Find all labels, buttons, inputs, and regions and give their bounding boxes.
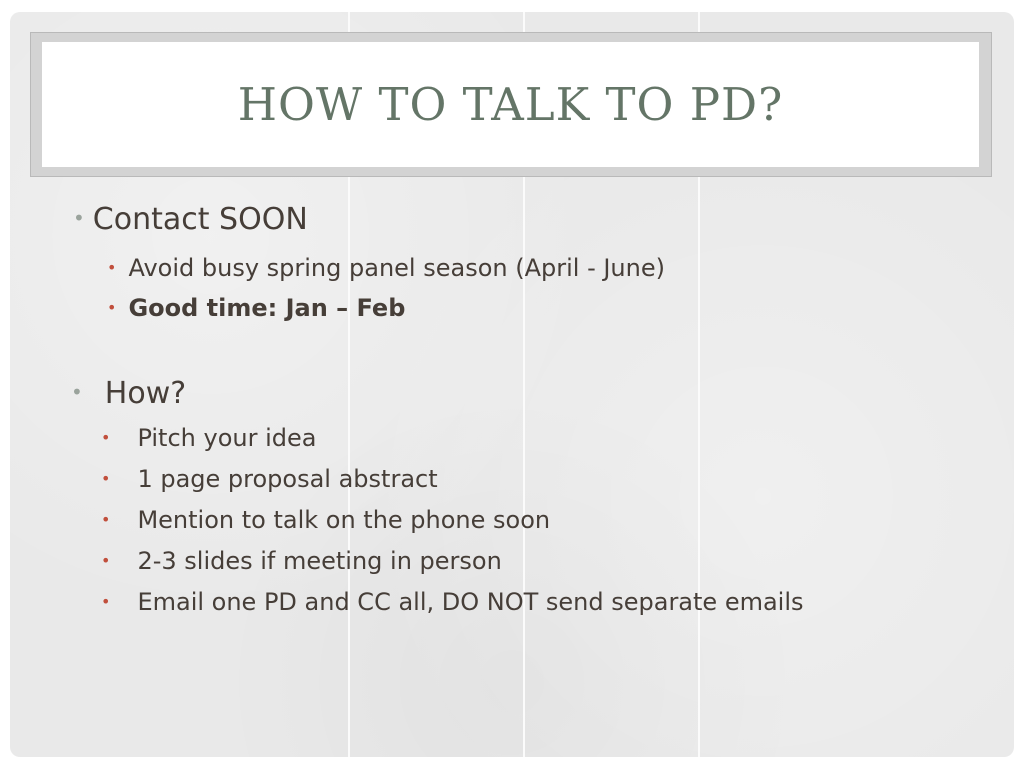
bullet-icon: • bbox=[101, 428, 111, 447]
slide-title: HOW TO TALK TO PD? bbox=[237, 78, 784, 131]
bullet-item-level1 bbox=[73, 202, 308, 237]
bullet-item-level2 bbox=[101, 588, 804, 616]
bullet-item-level2 bbox=[101, 506, 550, 534]
bullet-icon: • bbox=[101, 592, 111, 611]
bullet-icon: • bbox=[73, 206, 85, 230]
bullet-item-level2 bbox=[101, 465, 438, 493]
bullet-item-level2 bbox=[101, 547, 502, 575]
bullet-icon: • bbox=[71, 380, 83, 404]
slide bbox=[10, 12, 1014, 757]
item-text: Mention to talk on the phone soon bbox=[137, 506, 551, 534]
section-heading-contact: Contact SOON bbox=[92, 202, 308, 237]
section-heading-how: How? bbox=[104, 376, 187, 411]
item-text: Good time: Jan – Feb bbox=[128, 294, 406, 322]
item-text: Avoid busy spring panel season (April - June) bbox=[128, 254, 665, 282]
bullet-item-level2 bbox=[107, 254, 665, 282]
item-text: Email one PD and CC all, DO NOT send separate emails bbox=[137, 588, 804, 616]
item-text: 2-3 slides if meeting in person bbox=[137, 547, 502, 575]
slide-content bbox=[10, 12, 1014, 757]
bullet-icon: • bbox=[101, 551, 111, 570]
bullet-icon: • bbox=[107, 298, 117, 317]
item-text: Pitch your idea bbox=[137, 424, 317, 452]
bullet-item-level2 bbox=[107, 294, 405, 322]
item-text: 1 page proposal abstract bbox=[137, 465, 438, 493]
bullet-item-level2 bbox=[101, 424, 316, 452]
bullet-icon: • bbox=[101, 510, 111, 529]
bullet-item-level1 bbox=[71, 376, 186, 411]
bullet-icon: • bbox=[101, 469, 111, 488]
bullet-icon: • bbox=[107, 258, 117, 277]
